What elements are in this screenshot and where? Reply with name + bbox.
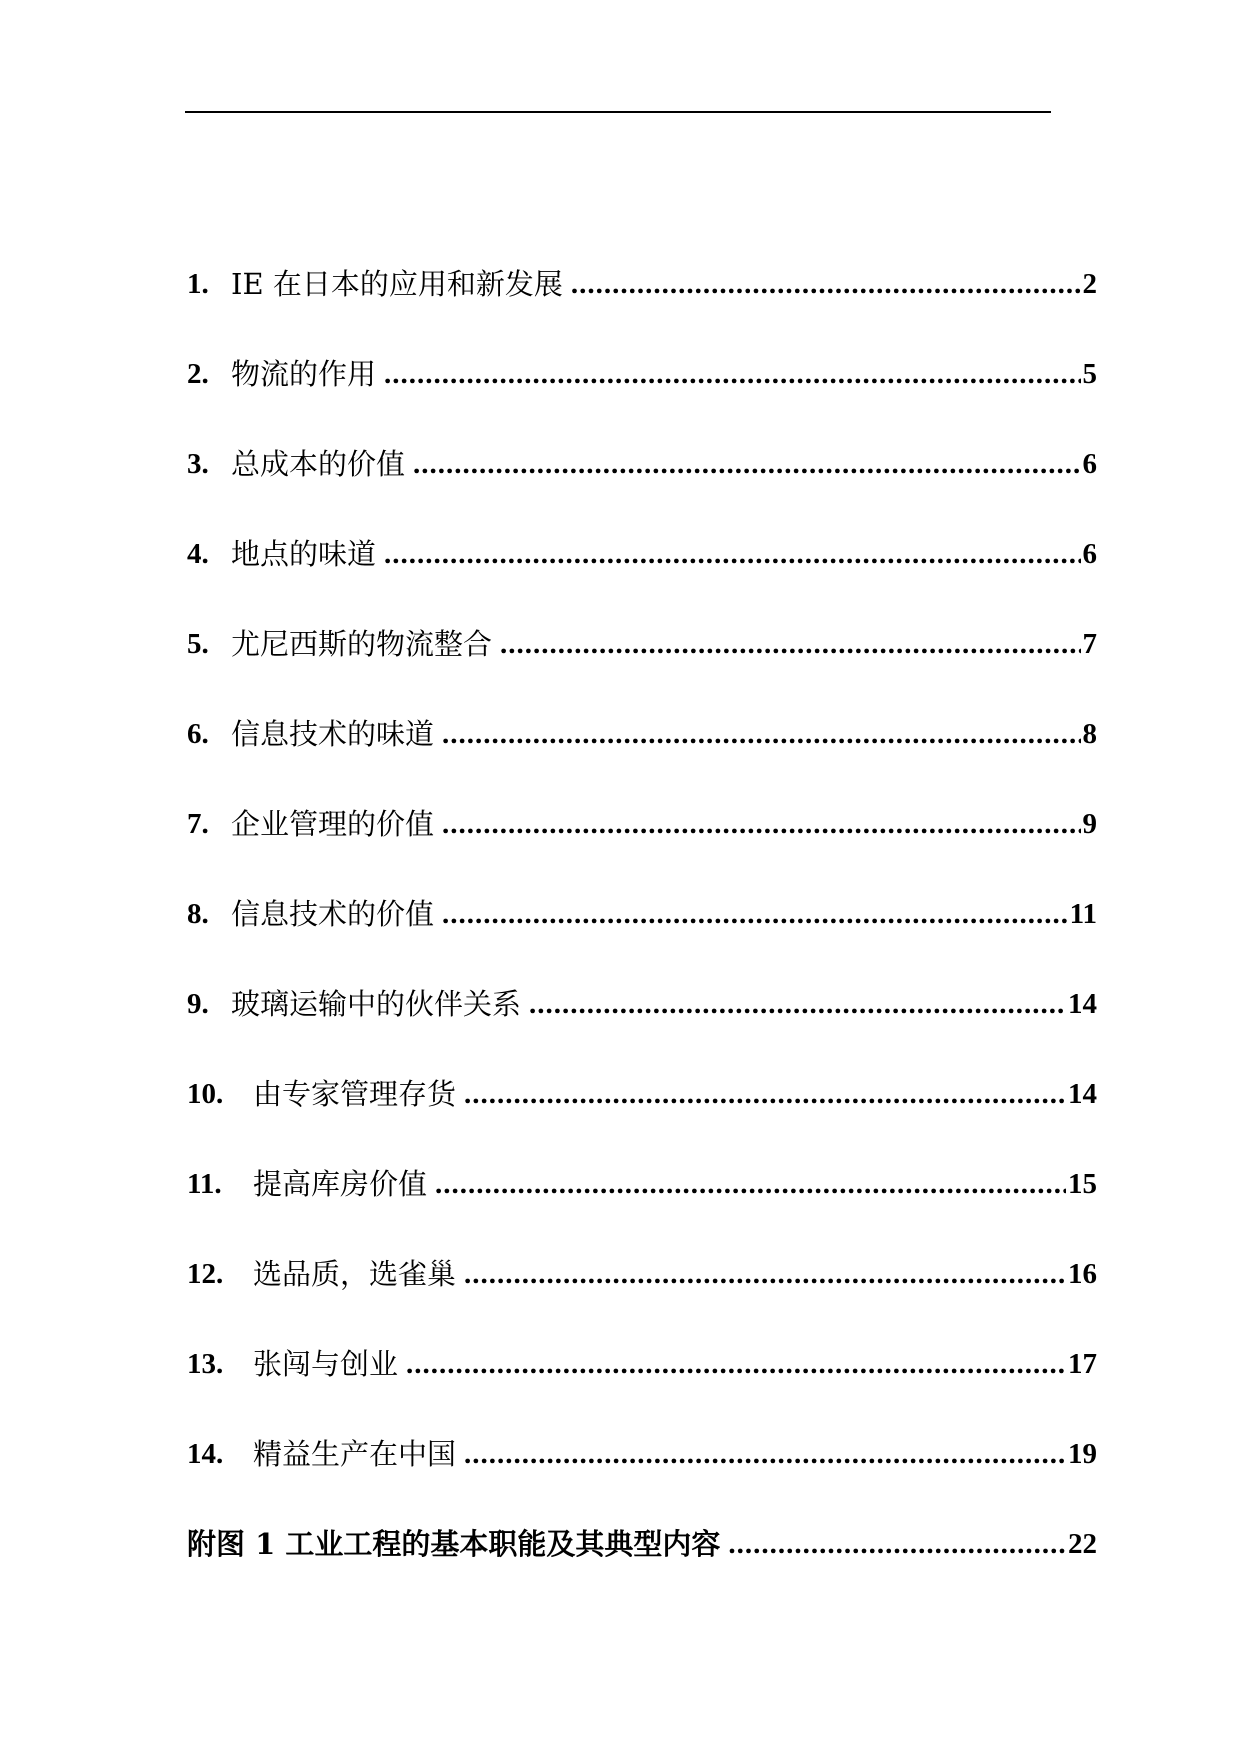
toc-entry-title: 精益生产在中国 — [253, 1437, 457, 1471]
toc-entry-page: 19 — [1068, 1438, 1097, 1470]
toc-entry-title: 信息技术的价值 — [231, 897, 435, 931]
toc-entry[interactable] — [187, 888, 1097, 978]
toc-entry-number: 3. — [187, 448, 209, 480]
toc-entry-title: 信息技术的味道 — [231, 717, 435, 751]
toc-dot-leader — [728, 1518, 1066, 1570]
toc-dot-leader — [442, 888, 1068, 940]
toc-entry-title: 地点的味道 — [231, 537, 377, 571]
toc-entry-number: 2. — [187, 358, 209, 390]
toc-entry-page: 2 — [1082, 268, 1097, 300]
toc-entry-page: 5 — [1082, 358, 1097, 390]
toc-entry-number: 12. — [187, 1258, 224, 1290]
toc-entry-number: 13. — [187, 1348, 224, 1380]
toc-dot-leader — [442, 798, 1080, 850]
toc-entry-title: 由专家管理存货 — [253, 1077, 457, 1111]
toc-entry-page: 11 — [1069, 898, 1097, 930]
toc-dot-leader — [435, 1158, 1066, 1210]
toc-entry[interactable] — [187, 528, 1097, 618]
toc-dot-leader — [464, 1248, 1066, 1300]
toc-appendix-page: 22 — [1068, 1528, 1097, 1560]
toc-dot-leader — [500, 618, 1080, 670]
toc-entry-page: 14 — [1068, 1078, 1097, 1110]
toc-entry-number: 6. — [187, 718, 209, 750]
toc-entry-title: 企业管理的价值 — [231, 807, 435, 841]
toc-appendix-entry[interactable] — [187, 1518, 1097, 1608]
toc-dot-leader — [406, 1338, 1066, 1390]
toc-entry-title: 尤尼西斯的物流整合 — [231, 627, 493, 661]
header-rule — [185, 111, 1051, 113]
toc-entry-title: 总成本的价值 — [231, 447, 406, 481]
toc-dot-leader — [529, 978, 1066, 1030]
toc-entry-title: 选品质，选雀巢 — [253, 1257, 457, 1291]
toc-dot-leader — [464, 1428, 1066, 1480]
toc-dot-leader — [464, 1068, 1066, 1120]
toc-entry-title: 物流的作用 — [231, 357, 377, 391]
toc-entry-page: 16 — [1068, 1258, 1097, 1290]
toc-entry[interactable] — [187, 978, 1097, 1068]
toc-entry[interactable] — [187, 1248, 1097, 1338]
toc-entry-page: 6 — [1082, 448, 1097, 480]
toc-entry-number: 7. — [187, 808, 209, 840]
toc-entry-page: 6 — [1082, 538, 1097, 570]
toc-entry-number: 4. — [187, 538, 209, 570]
toc-appendix-title: 附图 1 工业工程的基本职能及其典型内容 — [187, 1527, 721, 1561]
toc-entry-page: 14 — [1068, 988, 1097, 1020]
toc-entry-title: 玻璃运输中的伙伴关系 — [231, 987, 522, 1021]
toc-dot-leader — [384, 348, 1080, 400]
toc-entry-number: 10. — [187, 1078, 224, 1110]
toc-entry[interactable] — [187, 1338, 1097, 1428]
toc-entry[interactable] — [187, 438, 1097, 528]
toc-dot-leader — [571, 258, 1081, 310]
toc-entry-title: IE 在日本的应用和新发展 — [231, 267, 563, 301]
toc-entry-page: 17 — [1068, 1348, 1097, 1380]
toc-entry-page: 7 — [1082, 628, 1097, 660]
toc-dot-leader — [442, 708, 1080, 760]
table-of-contents — [187, 258, 1097, 1608]
toc-entry-page: 8 — [1082, 718, 1097, 750]
toc-entry-page: 15 — [1068, 1168, 1097, 1200]
toc-entry-number: 9. — [187, 988, 209, 1020]
toc-entry-number: 14. — [187, 1438, 224, 1470]
toc-entry[interactable] — [187, 1428, 1097, 1518]
toc-entry[interactable] — [187, 1068, 1097, 1158]
toc-dot-leader — [384, 528, 1080, 580]
toc-entry-title: 张闯与创业 — [253, 1347, 399, 1381]
toc-entry-number: 8. — [187, 898, 209, 930]
toc-entry[interactable] — [187, 618, 1097, 708]
toc-entry-number: 5. — [187, 628, 209, 660]
toc-dot-leader — [413, 438, 1080, 490]
toc-entry-title: 提高库房价值 — [253, 1167, 428, 1201]
toc-entry[interactable] — [187, 258, 1097, 348]
toc-entry-number: 1. — [187, 268, 209, 300]
toc-entry[interactable] — [187, 798, 1097, 888]
toc-entry-page: 9 — [1082, 808, 1097, 840]
toc-entry[interactable] — [187, 1158, 1097, 1248]
toc-entry[interactable] — [187, 708, 1097, 798]
toc-entry-number: 11. — [187, 1168, 222, 1200]
toc-entry[interactable] — [187, 348, 1097, 438]
